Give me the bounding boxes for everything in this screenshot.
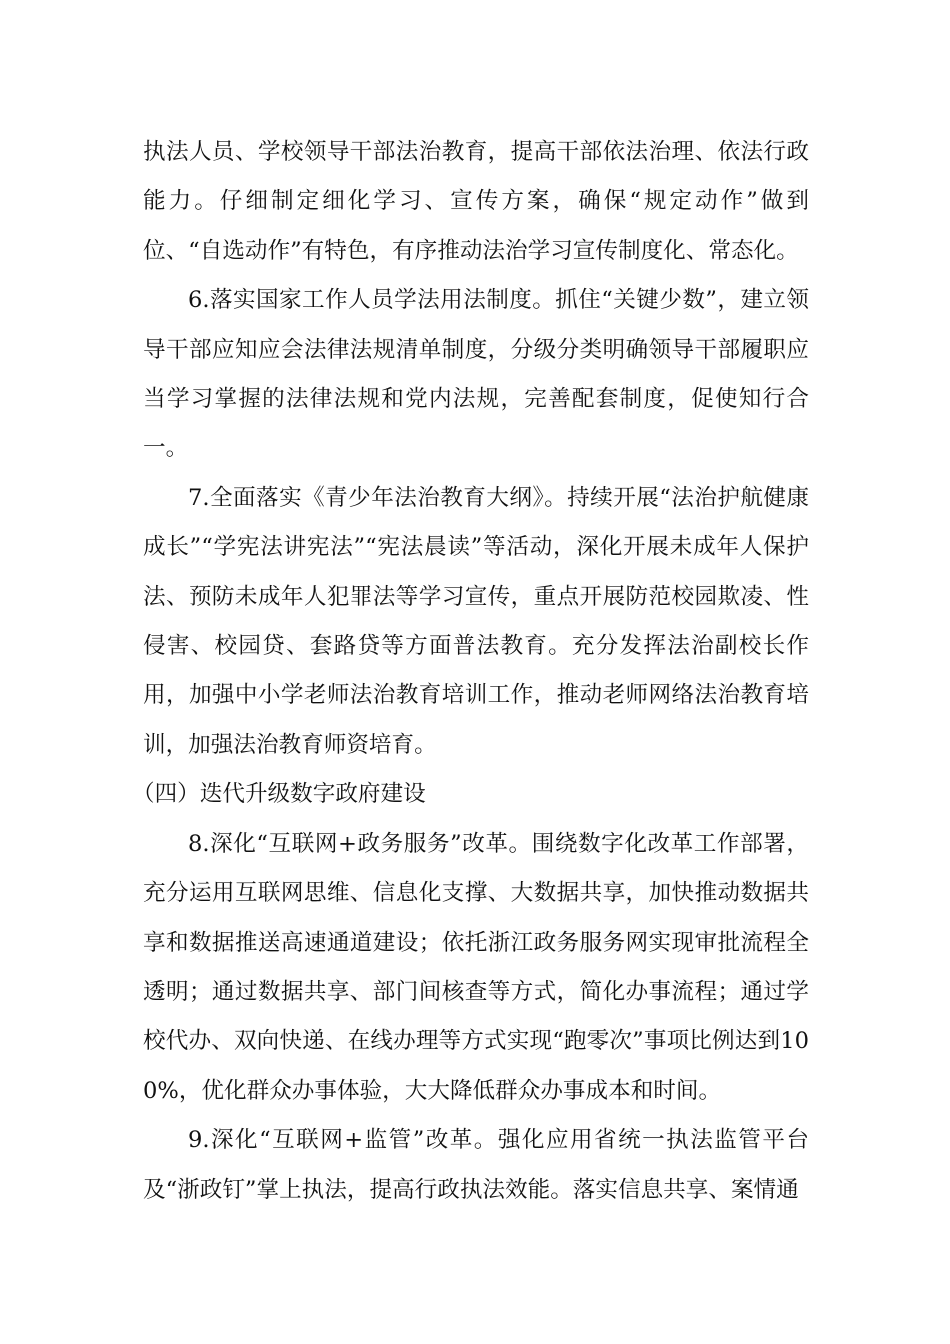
paragraph-item-8: 8.深化“互联网+政务服务”改革。围绕数字化改革工作部署，充分运用互联网思维、信息化支撑、大数据共享，加快推动数据共享和数据推送高速通道建设；依托浙江政务服务网实现审批流程全透明；通过数据共享、部门间核查等方式，简化办事流程；通过学校代办、双向快递、在线办理等方式实现“跑零次”事项比例达到100%，优化群众办事体验，大大降低群众办事成本和时间。: [143, 830, 809, 1104]
paragraph-item-7: 7.全面落实《青少年法治教育大纲》。持续开展“法治护航健康成长”“学宪法讲宪法”“宪法晨读”等活动，深化开展未成年人保护法、预防未成年人犯罪法等学习宣传，重点开展防范校园欺凌、性侵害、校园贷、套路贷等方面普法教育。充分发挥法治副校长作用，加强中小学老师法治教育培训工作，推动老师网络法治教育培训，加强法治教育师资培育。: [143, 484, 809, 758]
document-body: [132, 128, 809, 1215]
paragraph-continuation: 执法人员、学校领导干部法治教育，提高干部依法治理、依法行政能力。仔细制定细化学习、宣传方案，确保“规定动作”做到位、“自选动作”有特色，有序推动法治学习宣传制度化、常态化。: [143, 139, 809, 264]
paragraph-item-9: 9.深化“互联网+监管”改革。强化应用省统一执法监管平台及“浙政钉”掌上执法，提高行政执法效能。落实信息共享、案情通: [143, 1127, 809, 1203]
section-heading: （四）迭代升级数字政府建设: [132, 781, 426, 808]
paragraph-item-6: 6.落实国家工作人员学法用法制度。抓住“关键少数”，建立领导干部应知应会法律法规清单制度，分级分类明确领导干部履职应当学习掌握的法律法规和党内法规，完善配套制度，促使知行合一。: [143, 287, 809, 462]
